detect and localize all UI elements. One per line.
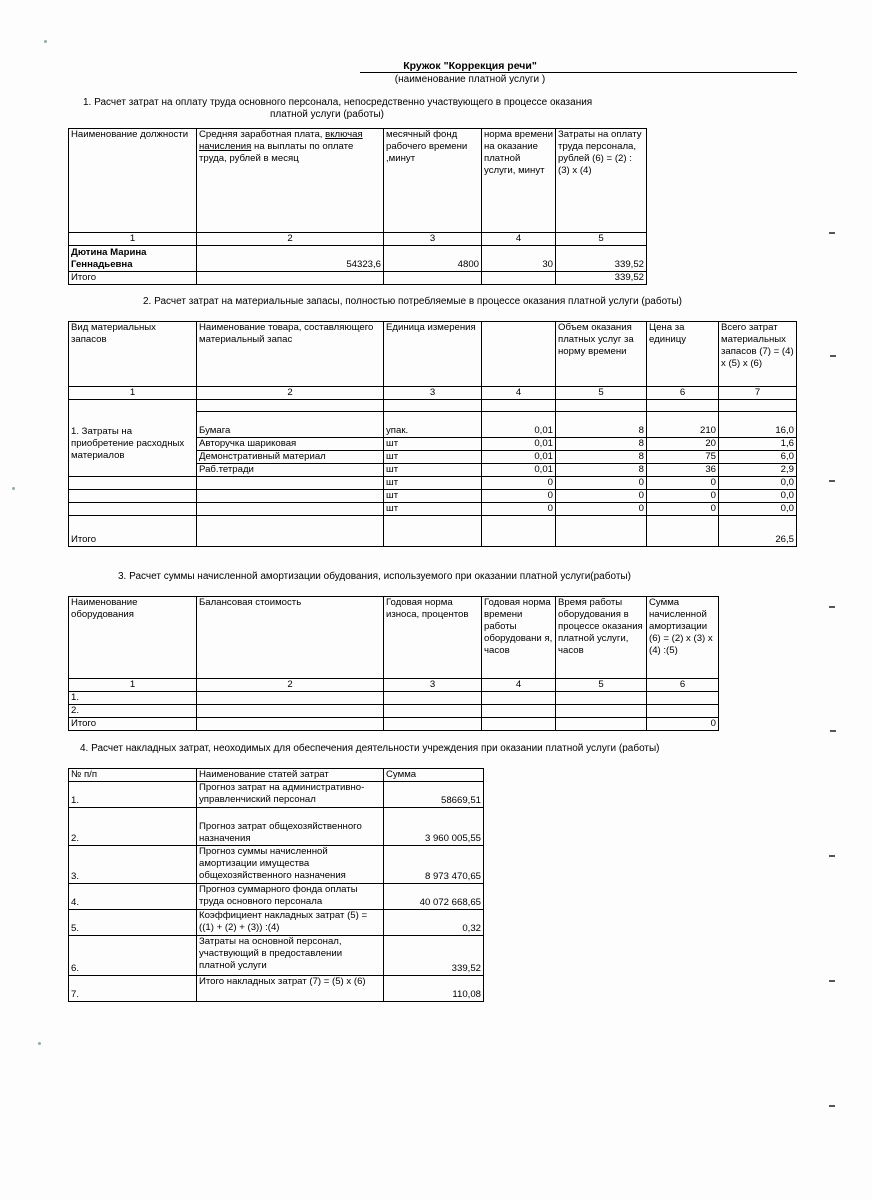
cost-item-name: Прогноз суммарного фонда оплаты труда основного персонала [197, 884, 384, 910]
col-number: 5 [556, 387, 647, 400]
labor-cost-table [68, 128, 647, 285]
cost-item-sum: 8 973 470,65 [384, 846, 484, 884]
section2-title: 2. Расчет затрат на материальные запасы, полностью потребляемые в процессе оказания платной услуги (работы) [143, 296, 683, 307]
table-header-row [69, 322, 797, 387]
item-unit: шт [384, 438, 482, 451]
cost-item-name: Затраты на основной персонал, участвующий в предоставлении платной услуги [197, 936, 384, 976]
column-number-row [69, 387, 797, 400]
margin-mark [829, 980, 835, 982]
total-label: Итого [69, 272, 197, 285]
item-name: Бумага [197, 412, 384, 438]
col-header-item-name: Наименование товара, составляющего материальный запас [197, 322, 384, 387]
col-number: 2 [197, 233, 384, 246]
total-row [69, 272, 647, 285]
title-underline [360, 72, 797, 73]
col-header-sum: Сумма [384, 769, 484, 782]
cost-item-sum: 40 072 668,65 [384, 884, 484, 910]
item-unit: шт [384, 490, 482, 503]
total-label: Итого [69, 718, 197, 731]
col-header-wear-rate: Годовая норма износа, процентов [384, 597, 482, 679]
overhead-table [68, 768, 484, 1002]
table-row [69, 936, 484, 976]
item-col4: 0,01 [482, 412, 556, 438]
item-price: 0 [647, 477, 719, 490]
col-header-empty [482, 322, 556, 387]
item-col4: 0,01 [482, 464, 556, 477]
item-unit: шт [384, 477, 482, 490]
item-volume: 0 [556, 503, 647, 516]
col-number: 7 [719, 387, 797, 400]
time-fund-value: 4800 [384, 246, 482, 272]
cost-item-name: Коэффициент накладных затрат (5) = ((1) + (2) + (3)) :(4) [197, 910, 384, 936]
margin-mark [829, 232, 835, 234]
table-row [69, 808, 484, 846]
table-row [69, 692, 719, 705]
item-col4: 0 [482, 503, 556, 516]
labor-cost-value: 339,52 [556, 246, 647, 272]
item-volume: 8 [556, 464, 647, 477]
margin-mark [829, 1105, 835, 1107]
col-number: 6 [647, 387, 719, 400]
total-value: 339,52 [556, 272, 647, 285]
col-number: 5 [556, 233, 647, 246]
item-volume: 8 [556, 451, 647, 464]
col-header-position: Наименование должности [69, 129, 197, 233]
item-col4: 0,01 [482, 438, 556, 451]
item-price: 20 [647, 438, 719, 451]
col-header-book-value: Балансовая стоимость [197, 597, 384, 679]
column-number-row [69, 233, 647, 246]
col-number: 4 [482, 387, 556, 400]
cost-item-sum: 339,52 [384, 936, 484, 976]
table-header-row [69, 129, 647, 233]
item-total: 16,0 [719, 412, 797, 438]
table-row [69, 503, 797, 516]
row-number: 6. [69, 936, 197, 976]
item-name [197, 503, 384, 516]
cost-item-name: Прогноз суммы начисленной амортизации имущества общехозяйственного назначения [197, 846, 384, 884]
table-row [69, 846, 484, 884]
item-price: 210 [647, 412, 719, 438]
item-volume: 0 [556, 490, 647, 503]
col-header-number: № п/п [69, 769, 197, 782]
item-unit: шт [384, 464, 482, 477]
col-header-depreciation: Сумма начисленной амортизации (6) = (2) х (3) х (4) :(5) [647, 597, 719, 679]
section4-title: 4. Расчет накладных затрат, неоходимых для обеспечения деятельности учреждения при оказании платной услуги (работы) [80, 743, 660, 754]
row-number: 1. [69, 692, 197, 705]
item-total: 6,0 [719, 451, 797, 464]
section3-title: 3. Расчет суммы начисленной амортизации обудования, используемого при оказании платной услуги(работы) [118, 571, 631, 582]
col-header-time-fund: месячный фонд рабочего времени ,минут [384, 129, 482, 233]
service-subtitle: (наименование платной услуги ) [394, 74, 546, 85]
row-number: 1. [69, 782, 197, 808]
col-header-total: Всего затрат материальных запасов (7) = (4) х (5) х (6) [719, 322, 797, 387]
col-number: 2 [197, 387, 384, 400]
col-header-labor-cost: Затраты на оплату труда персонала, рублей (6) = (2) : (3) х (4) [556, 129, 647, 233]
table-row [69, 490, 797, 503]
row-number: 3. [69, 846, 197, 884]
col-number: 1 [69, 679, 197, 692]
row-number: 4. [69, 884, 197, 910]
cost-item-sum: 110,08 [384, 976, 484, 1002]
item-col4: 0 [482, 490, 556, 503]
spacer-row [69, 400, 797, 412]
row-number: 2. [69, 808, 197, 846]
col-header-salary: Средняя заработная плата, включая начисления на выплаты по оплате труда, рублей в месяц [197, 129, 384, 233]
item-unit: упак. [384, 412, 482, 438]
item-unit: шт [384, 451, 482, 464]
employee-name: Дютина Марина Геннадьевна [69, 246, 197, 272]
table-row [69, 782, 484, 808]
item-col4: 0 [482, 477, 556, 490]
scan-speck [38, 1042, 41, 1045]
item-total: 0,0 [719, 503, 797, 516]
row-number: 7. [69, 976, 197, 1002]
col-number: 6 [647, 679, 719, 692]
table-row [69, 884, 484, 910]
table-header-row [69, 597, 719, 679]
row-number: 5. [69, 910, 197, 936]
salary-value: 54323,6 [197, 246, 384, 272]
margin-mark [829, 480, 835, 482]
cost-item-sum: 0,32 [384, 910, 484, 936]
item-name [197, 477, 384, 490]
col-header-price: Цена за единицу [647, 322, 719, 387]
item-price: 75 [647, 451, 719, 464]
margin-mark [830, 355, 836, 357]
col-header-annual-hours: Годовая норма времени работы оборудовани я, часов [482, 597, 556, 679]
table-row [69, 910, 484, 936]
column-number-row [69, 679, 719, 692]
item-price: 0 [647, 490, 719, 503]
scan-speck [44, 40, 47, 43]
item-total: 0,0 [719, 490, 797, 503]
margin-mark [829, 855, 835, 857]
table-row [69, 705, 719, 718]
col-number: 3 [384, 233, 482, 246]
item-unit: шт [384, 503, 482, 516]
margin-mark [830, 730, 836, 732]
item-volume: 0 [556, 477, 647, 490]
item-total: 1,6 [719, 438, 797, 451]
col-number: 4 [482, 679, 556, 692]
table-row [69, 477, 797, 490]
material-group-label: 1. Затраты на приобретение расходных материалов [69, 400, 197, 477]
col-header-service-hours: Время работы оборудования в процессе оказания платной услуги, часов [556, 597, 647, 679]
col-header-time-norm: норма времени на оказание платной услуги, минут [482, 129, 556, 233]
materials-table [68, 321, 797, 547]
table-header-row [69, 769, 484, 782]
col-number: 1 [69, 387, 197, 400]
total-row [69, 718, 719, 731]
col-header-equipment: Наименование оборудования [69, 597, 197, 679]
section1-title-line2: платной услуги (работы) [270, 109, 384, 120]
item-name: Авторучка шариковая [197, 438, 384, 451]
service-title: Кружок "Коррекция речи" [403, 60, 537, 72]
item-volume: 8 [556, 412, 647, 438]
item-name: Демонстративный материал [197, 451, 384, 464]
col-number: 1 [69, 233, 197, 246]
col-header-cost-item: Наименование статей затрат [197, 769, 384, 782]
cost-item-name: Прогноз затрат на административно-управленчиский персонал [197, 782, 384, 808]
margin-mark [829, 606, 835, 608]
scan-speck [12, 487, 15, 490]
item-price: 36 [647, 464, 719, 477]
item-price: 0 [647, 503, 719, 516]
col-header-volume: Объем оказания платных услуг за норму времени [556, 322, 647, 387]
total-row [69, 516, 797, 547]
time-norm-value: 30 [482, 246, 556, 272]
item-total: 2,9 [719, 464, 797, 477]
cost-item-name: Прогноз затрат общехозяйственного назначения [197, 808, 384, 846]
col-number: 5 [556, 679, 647, 692]
col-number: 4 [482, 233, 556, 246]
cost-item-sum: 58669,51 [384, 782, 484, 808]
col-number: 3 [384, 679, 482, 692]
item-volume: 8 [556, 438, 647, 451]
col-header-unit: Единица измерения [384, 322, 482, 387]
total-value: 0 [647, 718, 719, 731]
item-col4: 0,01 [482, 451, 556, 464]
depreciation-table [68, 596, 719, 731]
section1-title-line1: 1. Расчет затрат на оплату труда основного персонала, непосредственно участвующего в процессе оказания [83, 97, 593, 108]
item-total: 0,0 [719, 477, 797, 490]
col-header-material-type: Вид материальных запасов [69, 322, 197, 387]
table-row [69, 246, 647, 272]
cost-item-name: Итого накладных затрат (7) = (5) х (6) [197, 976, 384, 1002]
col-number: 3 [384, 387, 482, 400]
total-value: 26,5 [719, 516, 797, 547]
cost-item-sum: 3 960 005,55 [384, 808, 484, 846]
table-row [69, 976, 484, 1002]
item-name: Раб.тетради [197, 464, 384, 477]
item-name [197, 490, 384, 503]
total-label: Итого [69, 516, 197, 547]
row-number: 2. [69, 705, 197, 718]
col-number: 2 [197, 679, 384, 692]
